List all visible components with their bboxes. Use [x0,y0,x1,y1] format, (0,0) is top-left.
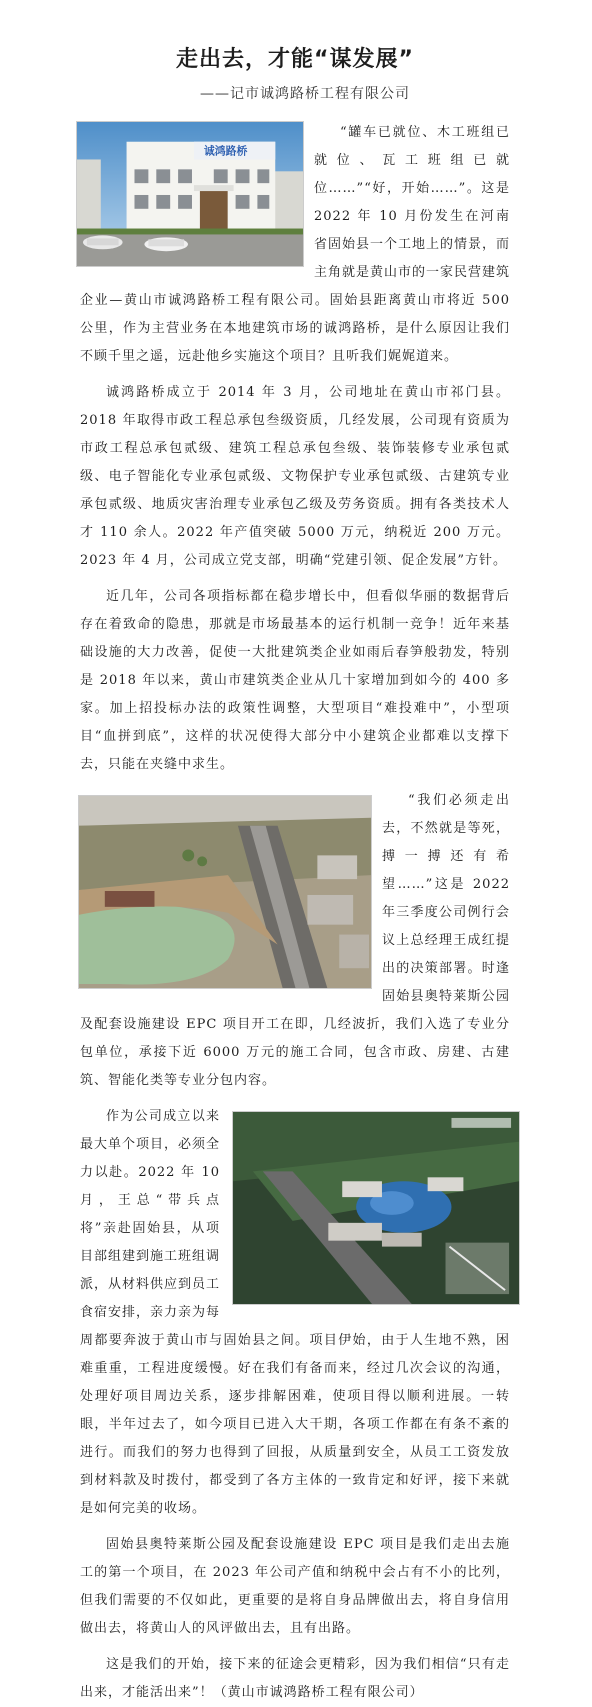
paragraph-5: 作为公司成立以来最大单个项目，必须全力以赴。2022 年 10 月，王总“带兵点将”亲赴固始县，从项目部组建到施工班组调派，从材料供应到员工食宿安排，亲力亲为每周都要奔波于黄山市与固始县之间。项目伊始，由于人生地不熟，困难重重，工程进度缓慢。好在我们有备而来，经过几次会议的沟通，处理好项目周边关系，逐步排解困难，使项目得以顺利进展。一转眼，半年过去了，如今项目已进入大干期，各项工作都在有条不紊的进行。而我们的努力也得到了回报，从质量到安全，从员工工资发放到材料款及时拨付，都受到了各方主体的一致肯定和好评，接下来就是如何完美的收场。 [80,1109,510,1516]
paragraph-2: 诚鸿路桥成立于 2014 年 3 月，公司地址在黄山市祁门县。2018 年取得市政工程总承包叁级资质，几经发展，公司现有资质为市政工程总承包贰级、建筑工程总承包叁级、装饰装修专业承包贰级、电子智能化专业承包贰级、文物保护专业承包贰级、古建筑专业承包贰级、地质灾害治理专业承包乙级及劳务资质。拥有各类技术人才 110 余人。2022 年产值突破 5000 万元，纳税近 200 万元。2023 年 4 月，公司成立党支部，明确“党建引领、促企发展”方针。 [80,385,510,568]
paragraph-4: “我们必须走出去，不然就是等死，搏一搏还有希望……”这是 2022 年三季度公司例行会议上总经理王成红提出的决策部署。时逢固始县奥特莱斯公园及配套设施建设 EPC 项目开工在即，几经波折，我们入选了专业分包单位，承接下近 6000 万元的施工合同，包含市政、房建、古建筑、智能化类等专业分包内容。 [80,793,510,1088]
company-sign-text: 诚鸿路桥 [203,144,248,158]
paragraph-7: 这是我们的开始，接下来的征途会更精彩，因为我们相信“只有走出来，才能活出来”！（黄山市诚鸿路桥工程有限公司） [80,1657,510,1700]
paragraph-3: 近几年，公司各项指标都在稳步增长中，但看似华丽的数据背后存在着致命的隐患，那就是市场最基本的运行机制一竞争！近年来基础设施的大力改善，促使一大批建筑类企业如雨后春笋般勃发，特别是 2018 年以来，黄山市建筑类企业从几十家增加到如今的 400 多家。加上招投标办法的政策性调整，大型项目“难投难中”，小型项目“血拼到底”，这样的状况使得大部分中小建筑企业都难以支撑下去，只能在夹缝中求生。 [80,589,510,772]
article-subtitle: ——记市诚鸿路桥工程有限公司 [200,86,410,102]
article-title: 走出去，才能“谋发展” [176,47,414,72]
paragraph-6: 固始县奥特莱斯公园及配套设施建设 EPC 项目是我们走出去施工的第一个项目，在 2023 年公司产值和纳税中会占有不小的比列，但我们需要的不仅如此，更重要的是将自身品牌做出去，将自身信用做出去，将黄山人的风评做出去，且有出路。 [80,1537,510,1636]
paragraph-1: “罐车已就位、木工班组已就位、瓦工班组已就位……”“好，开始……”。这是 2022 年 10 月份发生在河南省固始县一个工地上的情景，而主角就是黄山市的一家民营建筑企业—黄山市诚鸿路桥工程有限公司。固始县距离黄山市将近 500 公里，作为主营业务在本地建筑市场的诚鸿路桥，是什么原因让我们不顾千里之遥，远赴他乡实施这个项目？且听我们娓娓道来。 [80,125,511,364]
park-rendering-image [232,1111,520,1305]
aerial-construction-photo [78,795,372,989]
office-building-photo [76,121,304,267]
